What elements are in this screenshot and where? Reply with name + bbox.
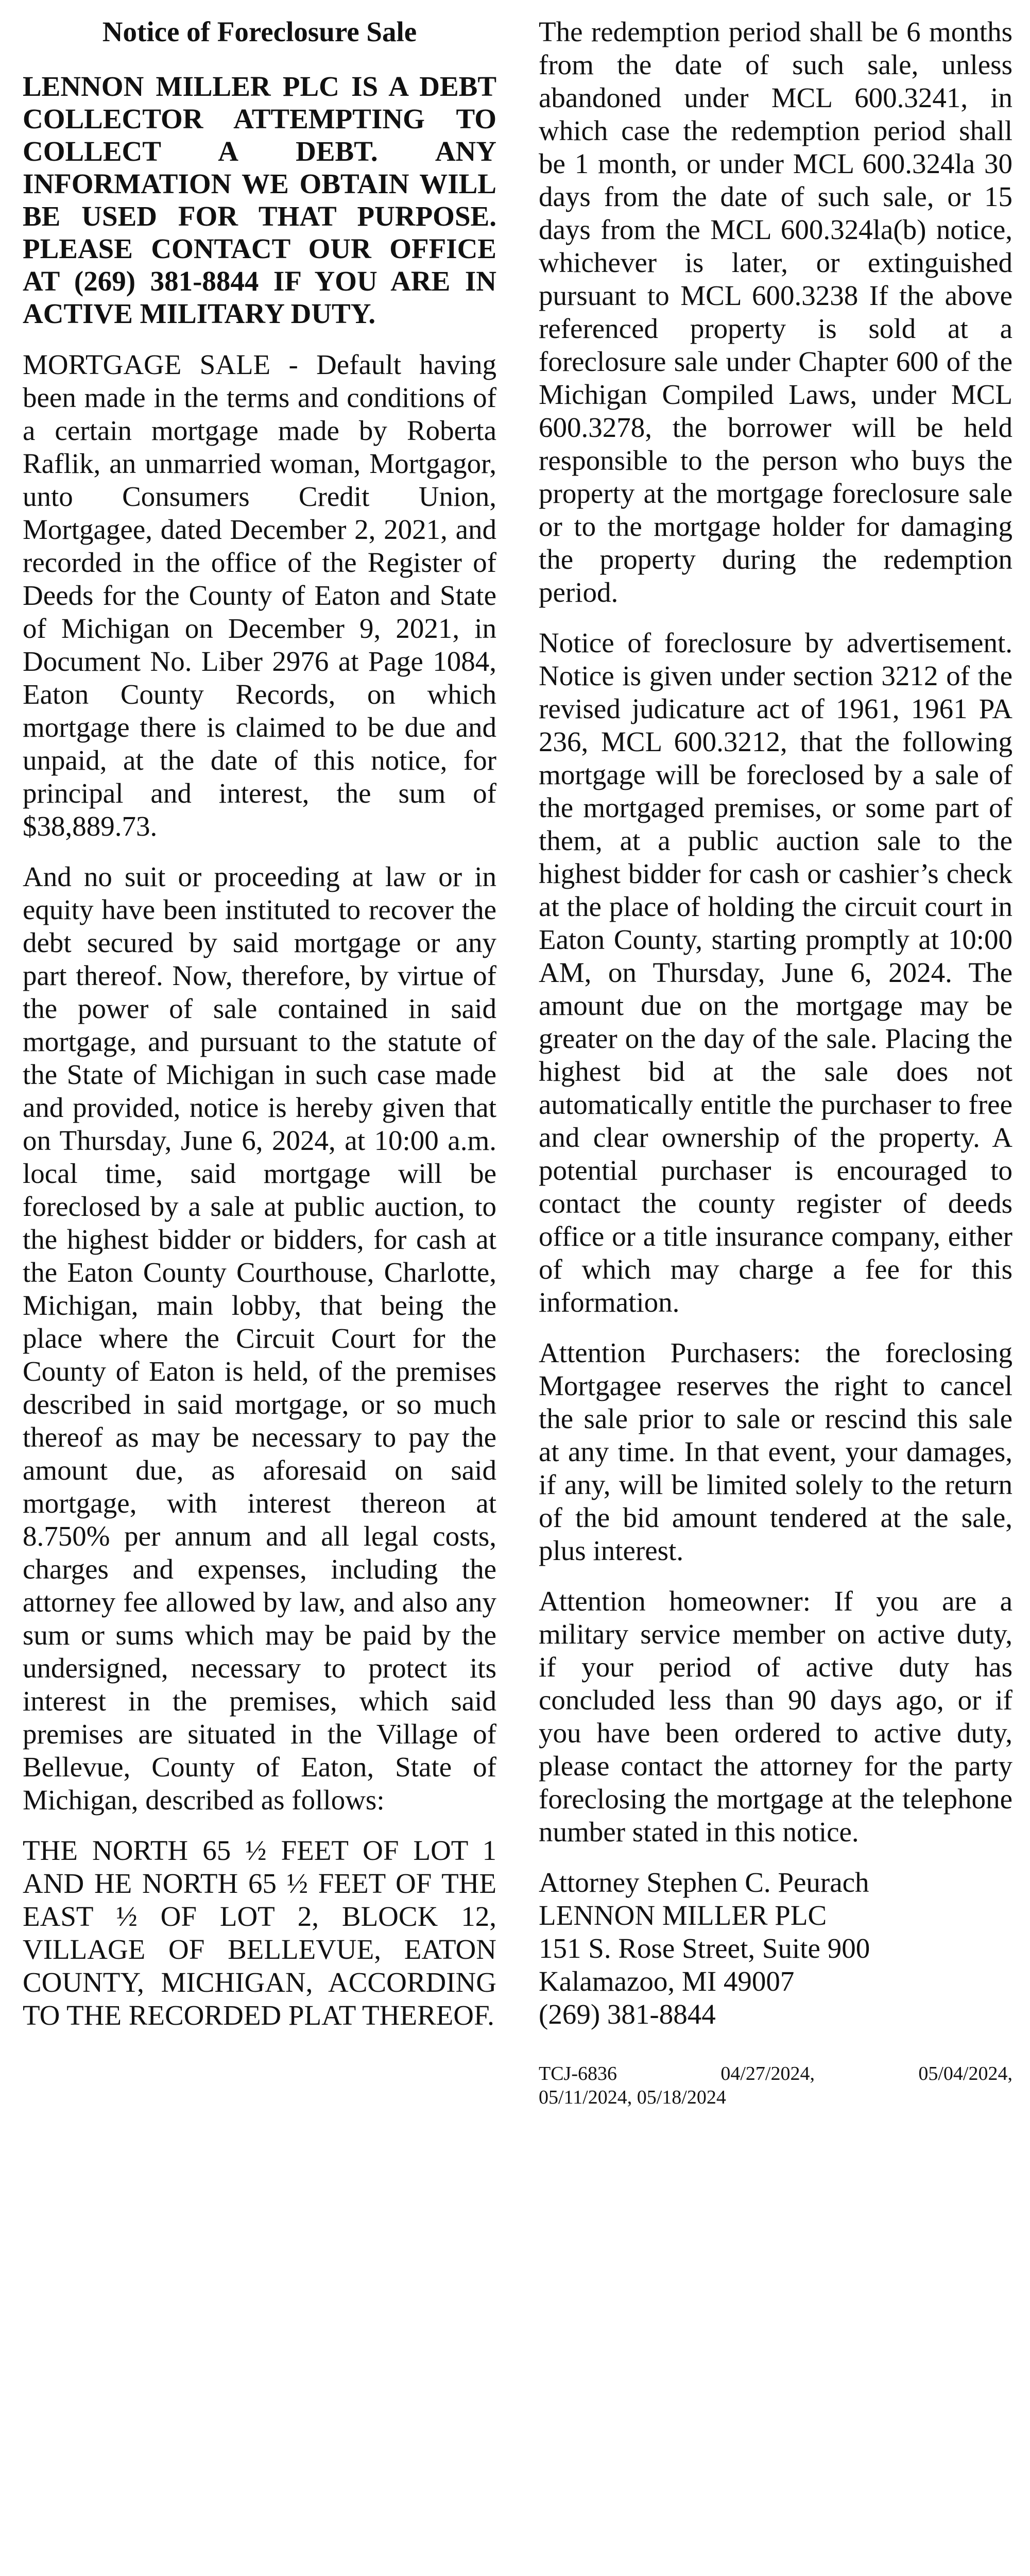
homeowner-paragraph: Attention homeowner: If you are a military service member on active duty, if your period of active duty has concluded less than 90 days ago, or if you have been ordered to active duty, please contact the attorney for the party foreclosing the mortgage at the telephone number stated in this notice. — [539, 1585, 1012, 1848]
phone-number: (269) 381-8844 — [539, 1998, 716, 2030]
legal-description: THE NORTH 65 ½ FEET OF LOT 1 AND HE NORTH 65 ½ FEET OF THE EAST ½ OF LOT 2, BLOCK 12, VILLAGE OF BELLEVUE, EATON COUNTY, MICHIGAN, ACCORDING TO THE RECORDED PLAT THEREOF. — [23, 1835, 496, 2031]
sale-terms-paragraph: And no suit or proceeding at law or in equity have been instituted to recover the debt secured by said mortgage or any part thereof. Now, therefore, by virtue of the power of sale contained in said mortgage, and pursuant to the statute of the State of Michigan in such case made and provided, notice is hereby given that on Thursday, June 6, 2024, at 10:00 a.m. local time, said mortgage will be foreclosed by a sale at public auction, to the highest bidder or bidders, for cash at the Eaton County Courthouse, Charlotte, Michigan, main lobby, that being the place where the Circuit Court for the County of Eaton is held, of the premises described in said mortgage, or so much thereof as may be necessary to pay the amount due, as aforesaid on said mortgage, with interest thereon at 8.750% per annum and all legal costs, charges and expenses, including the attorney fee allowed by law, and also any sum or sums which may be paid by the undersigned, necessary to protect its interest in the premises, which said premises are situated in the Village of Bellevue, County of Eaton, State of Michigan, described as follows: — [23, 861, 496, 1816]
publication-dates-rest: 05/11/2024, 05/18/2024 — [539, 2087, 726, 2108]
publication-date: 04/27/2024, — [720, 2063, 815, 2084]
purchasers-paragraph: Attention Purchasers: the foreclosing Mortgagee reserves the right to cancel the sale prior to sale or rescind this sale at any time. In that event, your damages, if any, will be limited solely to the return of the bid amount tendered at the sale, plus interest. — [539, 1337, 1012, 1566]
left-column — [23, 15, 496, 2049]
attorney-name: Attorney Stephen C. Peurach — [539, 1867, 869, 1898]
advertisement-paragraph: Notice of foreclosure by advertisement. Notice is given under section 3212 of the revised judicature act of 1961, 1961 PA 236, MCL 600.3212, that the following mortgage will be foreclosed by a sale of the mortgaged premises, or some part of them, at a public auction sale to the highest bidder for cash or cashier’s check at the place of holding the circuit court in Eaton County, starting promptly at 10:00 AM, on Thursday, June 6, 2024. The amount due on the mortgage may be greater on the day of the sale. Placing the highest bid at the sale does not automatically entitle the purchaser to free and clear ownership of the property. A potential purchaser is encouraged to contact the county register of deeds office or a title insurance company, either of which may charge a fee for this information. — [539, 627, 1012, 1318]
firm-name: LENNON MILLER PLC — [539, 1900, 827, 1931]
city-state-zip: Kalamazoo, MI 49007 — [539, 1965, 795, 1997]
right-column — [539, 15, 1012, 2109]
street-address: 151 S. Rose Street, Suite 900 — [539, 1933, 870, 1964]
publication-info — [539, 2062, 1012, 2109]
debt-collector-notice: LENNON MILLER PLC IS A DEBT COLLECTOR ATTEMPTING TO COLLECT A DEBT. ANY INFORMATION WE OBTAIN WILL BE USED FOR THAT PURPOSE. PLEASE CONTACT OUR OFFICE AT (269) 381-8844 IF YOU ARE IN ACTIVE MILITARY DUTY. — [23, 71, 496, 329]
publication-ref: TCJ-6836 — [539, 2063, 617, 2084]
mortgage-sale-paragraph: MORTGAGE SALE - Default having been made in the terms and conditions of a certain mortgage made by Roberta Raflik, an unmarried woman, Mortgagor, unto Consumers Credit Union, Mortgagee, dated December 2, 2021, and recorded in the office of the Register of Deeds for the County of Eaton and State of Michigan on December 9, 2021, in Document No. Liber 2976 at Page 1084, Eaton County Records, on which mortgage there is claimed to be due and unpaid, at the date of this notice, for principal and interest, the sum of $38,889.73. — [23, 349, 496, 842]
notice-title: Notice of Foreclosure Sale — [102, 16, 417, 47]
redemption-paragraph: The redemption period shall be 6 months from the date of such sale, unless abandoned under MCL 600.3241, in which case the redemption period shall be 1 month, or under MCL 600.324la 30 days from the date of such sale, or 15 days from the MCL 600.324la(b) notice, whichever is later, or extinguished pursuant to MCL 600.3238 If the above referenced property is sold at a foreclosure sale under Chapter 600 of the Michigan Compiled Laws, under MCL 600.3278, the borrower will be held responsible to the person who buys the property at the mortgage foreclosure sale or to the mortgage holder for damaging the property during the redemption period. — [539, 16, 1012, 608]
attorney-signature — [539, 1866, 1012, 2031]
publication-date: 05/04/2024, — [918, 2063, 1012, 2084]
